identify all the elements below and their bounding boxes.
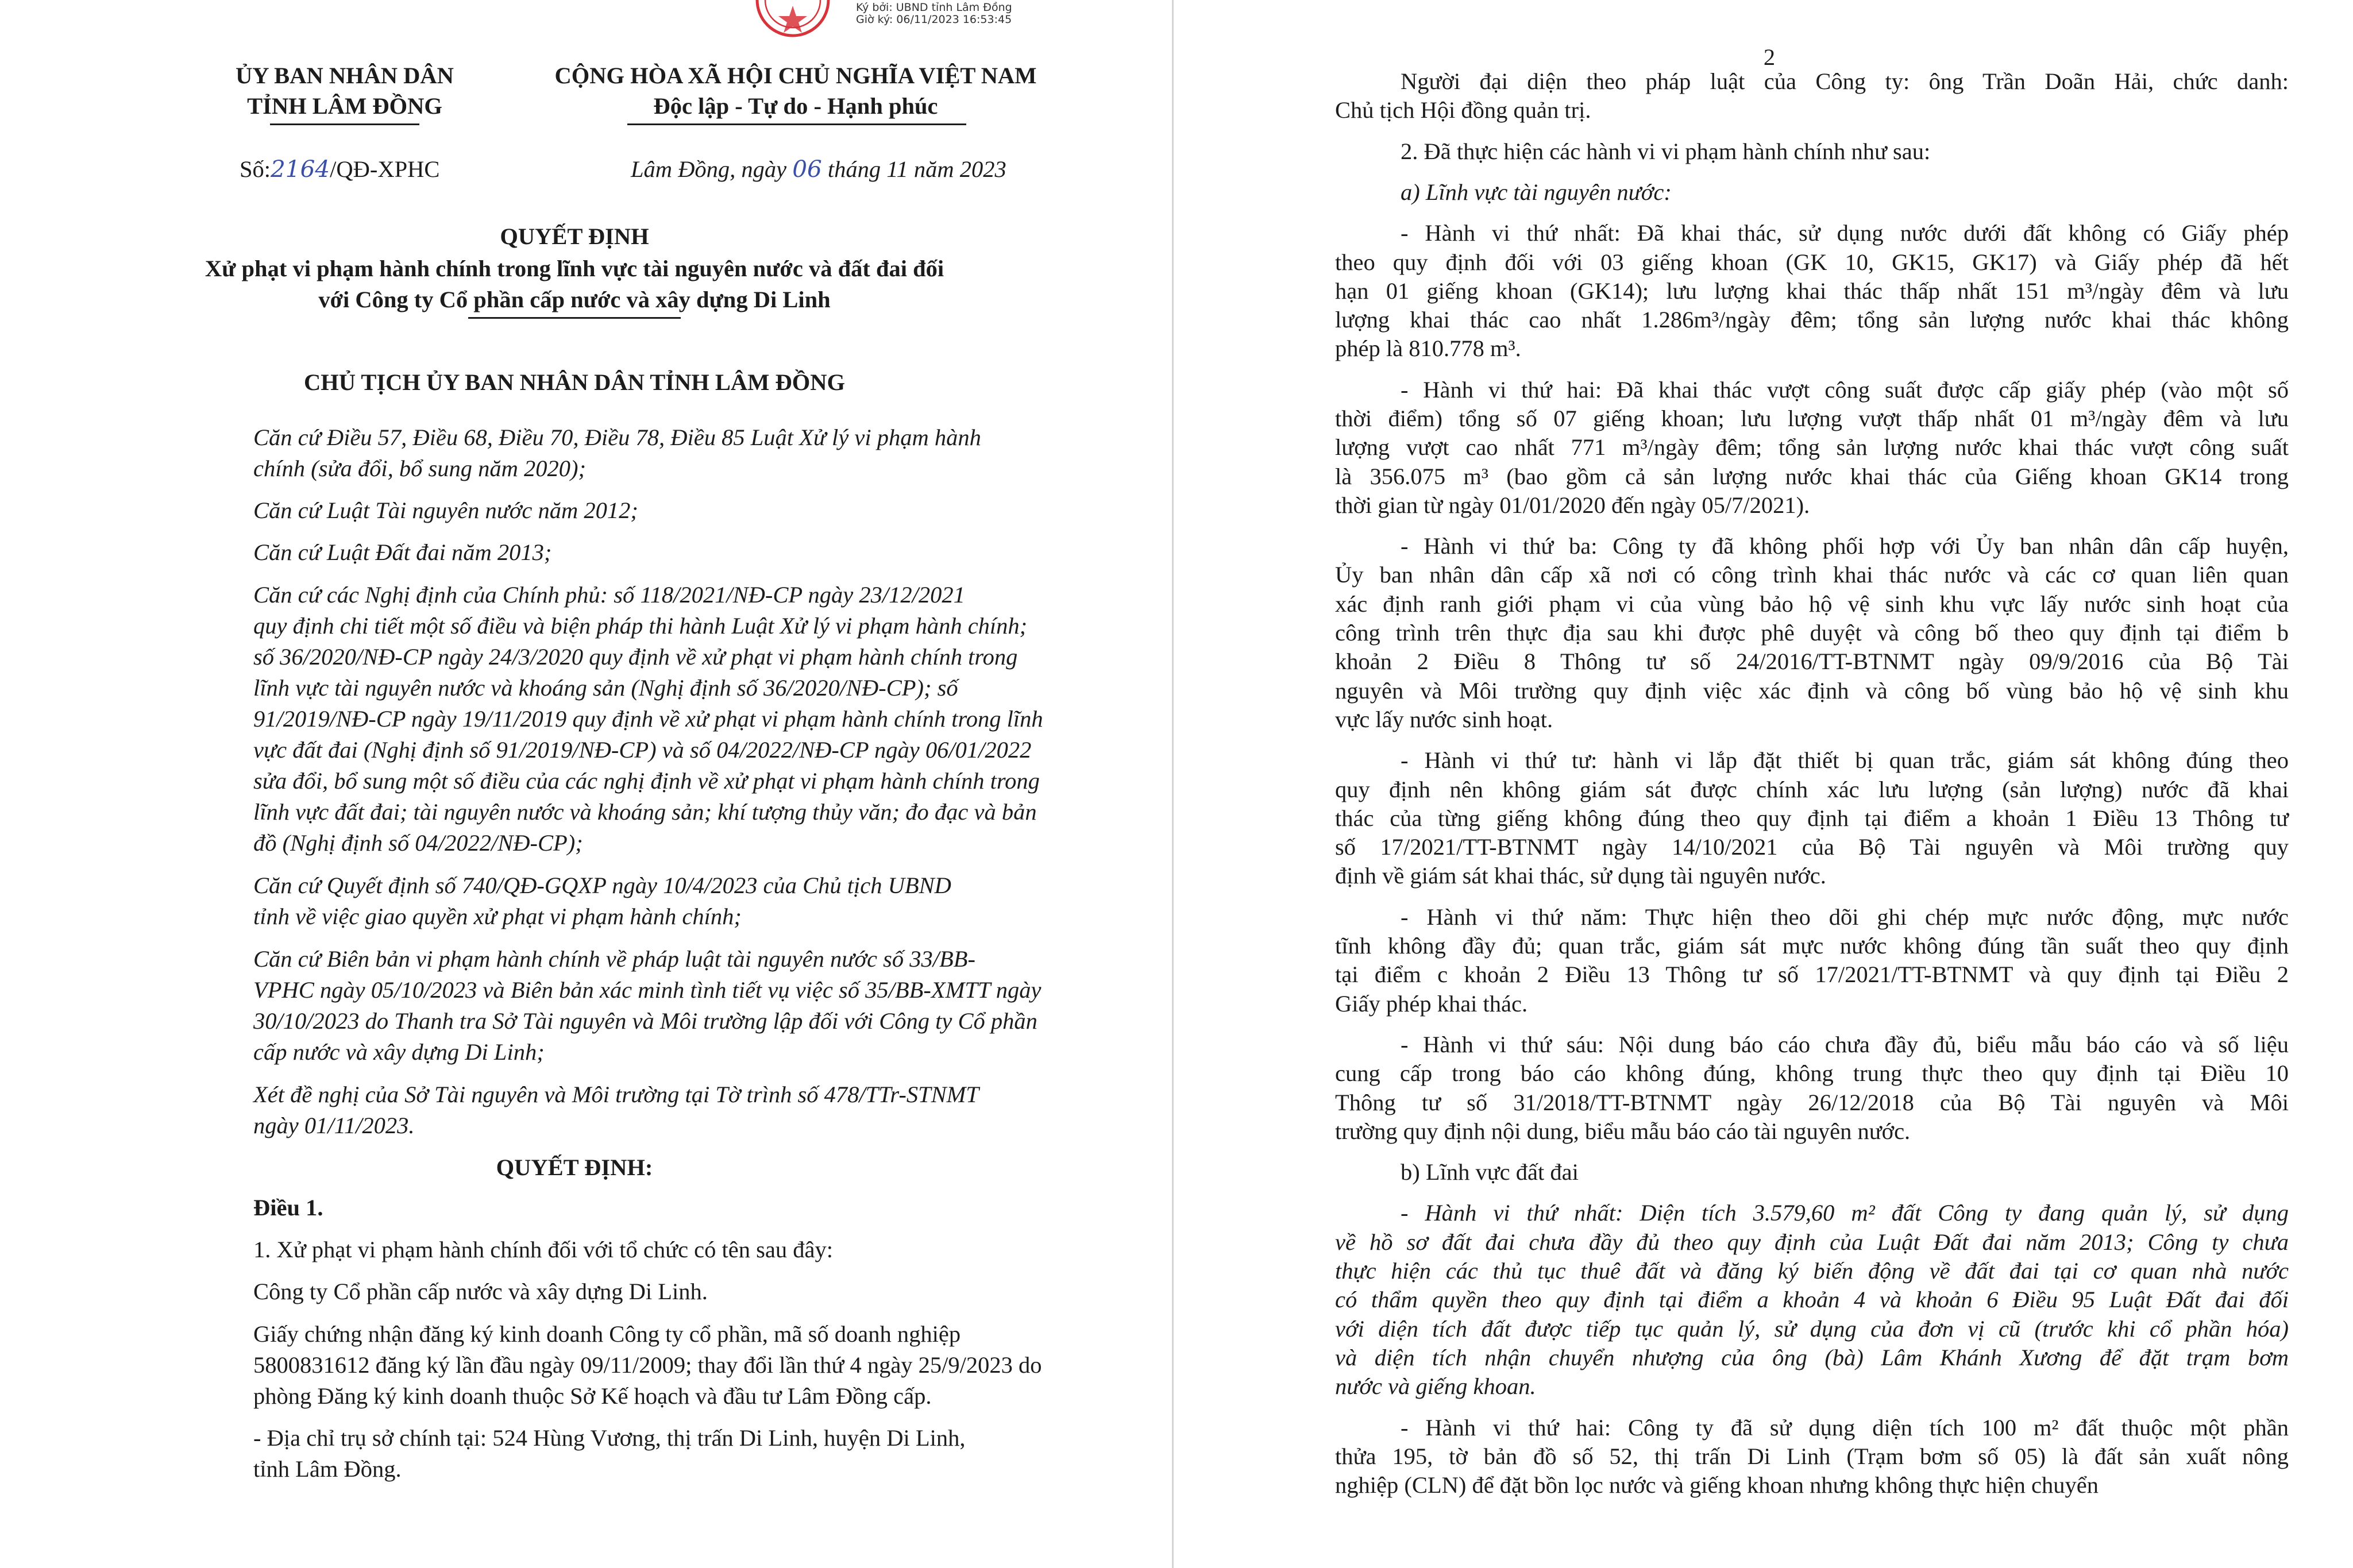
p2-para-2-line-1: 2. Đã thực hiện các hành vi vi phạm hành chính như sau:	[1401, 138, 1931, 164]
basis-4-line8: lĩnh vực đất đai; tài nguyên nước và khoáng sản; khí tượng thủy văn; đo đạc và bản	[253, 799, 1037, 825]
basis-3: Căn cứ Luật Đất đai năm 2013;	[253, 539, 552, 565]
p2-para-6-line-3: xác định ranh giới phạm vi của vùng bảo hộ vệ sinh khu vực lấy nước sinh hoạt của	[1335, 591, 2289, 617]
agency-name-line1: ỦY BAN NHÂN DÂN	[236, 63, 454, 88]
basis-5-line2: tỉnh về việc giao quyền xử phạt vi phạm hành chính;	[253, 903, 742, 929]
p2-para-10-line-1: b) Lĩnh vực đất đai	[1401, 1159, 1579, 1185]
p2-para-9-line-4: trường quy định nội dung, biểu mẫu báo cáo tài nguyên nước.	[1335, 1118, 1911, 1144]
basis-4-line5: 91/2019/NĐ-CP ngày 19/11/2019 quy định về xử phạt vi phạm hành chính trong lĩnh	[253, 706, 1043, 732]
p2-para-5-line-1: - Hành vi thứ hai: Đã khai thác vượt công suất được cấp giấy phép (vào một số	[1401, 377, 2289, 403]
article-1-clause-1: 1. Xử phạt vi phạm hành chính đối với tổ chức có tên sau đây:	[253, 1237, 833, 1262]
p2-para-11-line-1: - Hành vi thứ nhất: Diện tích 3.579,60 m² đất Công ty đang quản lý, sử dụng	[1401, 1200, 2289, 1226]
agency-name-line2: TỈNH LÂM ĐỒNG	[247, 93, 442, 119]
p2-para-11-line-6: và diện tích nhận chuyển nhượng của ông (bà) Lâm Khánh Xương để đặt trạm bơm	[1335, 1345, 2289, 1370]
issue-date	[631, 157, 1006, 181]
basis-5-line1: Căn cứ Quyết định số 740/QĐ-GQXP ngày 10/4/2023 của Chủ tịch UBND	[253, 872, 951, 898]
basis-4-line1: Căn cứ các Nghị định của Chính phủ: số 118/2021/NĐ-CP ngày 23/12/2021	[253, 582, 965, 608]
p2-para-9-line-2: cung cấp trong báo cáo không đúng, không trung thực theo quy định tại Điều 10	[1335, 1060, 2289, 1086]
basis-1-line2: chính (sửa đổi, bổ sung năm 2020);	[253, 455, 586, 481]
subject-line-1: Xử phạt vi phạm hành chính trong lĩnh vực tài nguyên nước và đất đai đối	[205, 256, 944, 281]
p2-para-6-line-6: nguyên và Môi trường quy định việc xác định và công bố vùng bảo hộ vệ sinh khu	[1335, 678, 2289, 704]
p2-para-11-line-4: có thẩm quyền theo quy định tại điểm a khoản 4 và khoản 6 Điều 95 Luật Đất đai đối	[1335, 1287, 2289, 1312]
business-reg-line2: 5800831612 đăng ký lần đầu ngày 09/11/2009; thay đổi lần thứ 4 ngày 25/9/2023 do	[253, 1352, 1042, 1378]
basis-4-line7: sửa đổi, bổ sung một số điều của các nghị định về xử phạt vi phạm hành chính trong	[253, 768, 1040, 794]
authority-title: CHỦ TỊCH ỦY BAN NHÂN DÂN TỈNH LÂM ĐỒNG	[303, 369, 846, 395]
p2-para-1-line-2: Chủ tịch Hội đồng quản trị.	[1335, 97, 1591, 123]
basis-6-line3: 30/10/2023 do Thanh tra Sở Tài nguyên và Môi trường lập đối với Công ty Cổ phần	[253, 1008, 1037, 1034]
p2-para-6-line-1: - Hành vi thứ ba: Công ty đã không phối hợp với Ủy ban nhân dân cấp huyện,	[1401, 533, 2289, 559]
subject-underline	[468, 317, 681, 319]
p2-para-5-line-2: thời điểm) tổng số 07 giếng khoan; lưu lượng vượt thấp nhất 01 m³/ngày đêm và lưu	[1335, 405, 2289, 431]
number-suffix: /QĐ-XPHC	[330, 156, 440, 182]
date-prefix: Lâm Đồng, ngày	[631, 156, 787, 182]
p2-para-9-line-1: - Hành vi thứ sáu: Nội dung báo cáo chưa đầy đủ, biểu mẫu báo cáo và số liệu	[1401, 1032, 2289, 1057]
basis-4-line2: quy định chi tiết một số điều và biện pháp thi hành Luật Xử lý vi phạm hành chính;	[253, 613, 1028, 639]
p2-para-3-line-1: a) Lĩnh vực tài nguyên nước:	[1401, 179, 1672, 205]
p2-para-8-line-3: tại điểm c khoản 2 Điều 13 Thông tư số 17/2021/TT-BTNMT và quy định tại Điều 2	[1335, 961, 2289, 987]
basis-1-line1: Căn cứ Điều 57, Điều 68, Điều 70, Điều 78, Điều 85 Luật Xử lý vi phạm hành	[253, 424, 981, 450]
date-day-handwritten: 06	[792, 155, 822, 183]
basis-6-line1: Căn cứ Biên bản vi phạm hành chính về pháp luật tài nguyên nước số 33/BB-	[253, 946, 975, 972]
p2-para-8-line-2: tĩnh không đầy đủ; quan trắc, giám sát mực nước không đúng tần suất theo quy định	[1335, 933, 2289, 959]
business-reg-line1: Giấy chứng nhận đăng ký kinh doanh Công ty cổ phần, mã số doanh nghiệp	[253, 1321, 961, 1347]
p2-para-9-line-3: Thông tư số 31/2018/TT-BTNMT ngày 26/12/2018 của Bộ Tài nguyên và Môi	[1335, 1090, 2289, 1115]
number-handwritten: 2164	[271, 155, 330, 183]
p2-para-8-line-1: - Hành vi thứ năm: Thực hiện theo dõi ghi chép mực nước động, mực nước	[1401, 904, 2289, 930]
p2-para-5-line-3: lượng vượt cao nhất 771 m³/ngày đêm; tổng sản lượng nước khai thác vượt công suất	[1335, 434, 2289, 460]
document-page-1	[0, 0, 1172, 1568]
basis-6-line2: VPHC ngày 05/10/2023 và Biên bản xác minh tình tiết vụ việc số 35/BB-XMTT ngày	[253, 977, 1042, 1003]
basis-7-line2: ngày 01/11/2023.	[253, 1113, 415, 1138]
p2-para-6-line-5: khoản 2 Điều 8 Thông tư số 24/2016/TT-BTNMT ngày 09/9/2016 của Bộ Tài	[1335, 648, 2289, 674]
red-seal-icon	[753, 0, 833, 46]
p2-para-5-line-5: thời gian từ ngày 01/01/2020 đến ngày 05/7/2021).	[1335, 492, 1810, 518]
p2-para-7-line-2: quy định nên không giám sát được chính xác lưu lượng (sản lượng) nước đã khai	[1335, 777, 2289, 802]
basis-4-line3: số 36/2020/NĐ-CP ngày 24/3/2020 quy định về xử phạt vi phạm hành chính trong	[253, 644, 1018, 670]
nation-title: CỘNG HÒA XÃ HỘI CHỦ NGHĨA VIỆT NAM	[554, 63, 1037, 88]
basis-6-line4: cấp nước và xây dựng Di Linh;	[253, 1039, 545, 1065]
decision-heading: QUYẾT ĐỊNH:	[496, 1154, 653, 1180]
p2-para-5-line-4: là 356.075 m³ (bao gồm cả sản lượng nước khai thác của Giếng khoan GK14 trong	[1335, 464, 2289, 489]
number-prefix: Số:	[240, 156, 271, 182]
p2-para-11-line-5: với diện tích đất được tiếp tục quản lý, sử dụng của đơn vị cũ (trước khi cổ phần hóa)	[1335, 1316, 2289, 1342]
p2-para-11-line-7: nước và giếng khoan.	[1335, 1373, 1536, 1399]
doc-type-title: QUYẾT ĐỊNH	[500, 223, 649, 249]
p2-para-1-line-1: Người đại diện theo pháp luật của Công ty: ông Trần Doãn Hải, chức danh:	[1401, 68, 2289, 94]
p2-para-12-line-2: thửa 195, tờ bản đồ số 52, thị trấn Di Linh (Trạm bơm số 05) là đất sản xuất nông	[1335, 1443, 2289, 1469]
p2-para-7-line-5: định về giám sát khai thác, sử dụng tài nguyên nước.	[1335, 863, 1826, 889]
basis-4-line6: vực đất đai (Nghị định số 91/2019/NĐ-CP) và số 04/2022/NĐ-CP ngày 06/01/2022	[253, 737, 1032, 763]
p2-para-11-line-3: thực hiện các thủ tục thuê đất và đăng ký biến động về đất đai tại cơ quan nhà nước	[1335, 1258, 2289, 1284]
p2-para-7-line-1: - Hành vi thứ tư: hành vi lắp đặt thiết bị quan trắc, giám sát không đúng theo	[1401, 747, 2289, 773]
signature-line-2: Giờ ký: 06/11/2023 16:53:45	[856, 13, 1012, 26]
subject-line-2: với Công ty Cổ phần cấp nước và xây dựng Di Linh	[318, 287, 831, 312]
p2-para-12-line-3: nghiệp (CLN) để đặt bồn lọc nước và giếng khoan nhưng không thực hiện chuyển	[1335, 1472, 2099, 1498]
head-office-line1: - Địa chỉ trụ sở chính tại: 524 Hùng Vương, thị trấn Di Linh, huyện Di Linh,	[253, 1425, 966, 1451]
decision-number	[240, 157, 439, 181]
head-office-line2: tỉnh Lâm Đồng.	[253, 1456, 402, 1482]
basis-4-line4: lĩnh vực tài nguyên nước và khoáng sản (Nghị định số 36/2020/NĐ-CP); số	[253, 675, 958, 701]
basis-7-line1: Xét đề nghị của Sở Tài nguyên và Môi trường tại Tờ trình số 478/TTr-STNMT	[253, 1082, 979, 1107]
p2-para-7-line-4: số 17/2021/TT-BTNMT ngày 14/10/2021 của Bộ Tài nguyên và Môi trường quy	[1335, 834, 2289, 860]
p2-para-4-line-5: phép là 810.778 m³.	[1335, 335, 1521, 361]
agency-underline	[270, 123, 419, 125]
page-number: 2	[1763, 44, 1776, 70]
date-suffix: tháng 11 năm 2023	[827, 156, 1006, 182]
p2-para-11-line-2: về hồ sơ đất đai chưa đầy đủ theo quy định của Luật Đất đai năm 2013; Công ty chưa	[1335, 1229, 2289, 1255]
company-name: Công ty Cổ phần cấp nước và xây dựng Di Linh.	[253, 1279, 708, 1304]
p2-para-8-line-4: Giấy phép khai thác.	[1335, 991, 1528, 1017]
basis-2: Căn cứ Luật Tài nguyên nước năm 2012;	[253, 497, 638, 523]
motto-underline	[627, 123, 966, 125]
p2-para-4-line-1: - Hành vi thứ nhất: Đã khai thác, sử dụng nước dưới đất không có Giấy phép	[1401, 220, 2289, 246]
document-page-2	[1172, 0, 2353, 1568]
business-reg-line3: phòng Đăng ký kinh doanh thuộc Sở Kế hoạch và đầu tư Lâm Đồng cấp.	[253, 1383, 932, 1409]
p2-para-4-line-2: theo quy định đối với 03 giếng khoan (GK 10, GK15, GK17) và Giấy phép đã hết	[1335, 249, 2289, 275]
p2-para-7-line-3: thác của từng giếng không đúng theo quy định tại điểm a khoản 1 Điều 13 Thông tư	[1335, 805, 2289, 831]
p2-para-6-line-7: vực lấy nước sinh hoạt.	[1335, 706, 1553, 732]
p2-para-4-line-4: lượng khai thác cao nhất 1.286m³/ngày đêm; tổng sản lượng nước khai thác không	[1335, 307, 2289, 333]
article-1-title: Điều 1.	[253, 1195, 323, 1221]
p2-para-12-line-1: - Hành vi thứ hai: Công ty đã sử dụng diện tích 100 m² đất thuộc một phần	[1401, 1415, 2289, 1440]
p2-para-4-line-3: hạn 01 giếng khoan (GK14); lưu lượng khai thác thấp nhất 151 m³/ngày đêm và lưu	[1335, 278, 2289, 304]
p2-para-6-line-4: công trình trên thực địa sau khi được phê duyệt và công bố theo quy định tại điểm b	[1335, 620, 2289, 646]
signature-line-1: Ký bởi: UBND tỉnh Lâm Đồng	[856, 1, 1012, 14]
nation-motto: Độc lập - Tự do - Hạnh phúc	[653, 93, 938, 119]
p2-para-6-line-2: Ủy ban nhân dân cấp xã nơi có công trình khai thác nước và các cơ quan liên quan	[1335, 562, 2289, 588]
basis-4-line9: đồ (Nghị định số 04/2022/NĐ-CP);	[253, 830, 583, 856]
